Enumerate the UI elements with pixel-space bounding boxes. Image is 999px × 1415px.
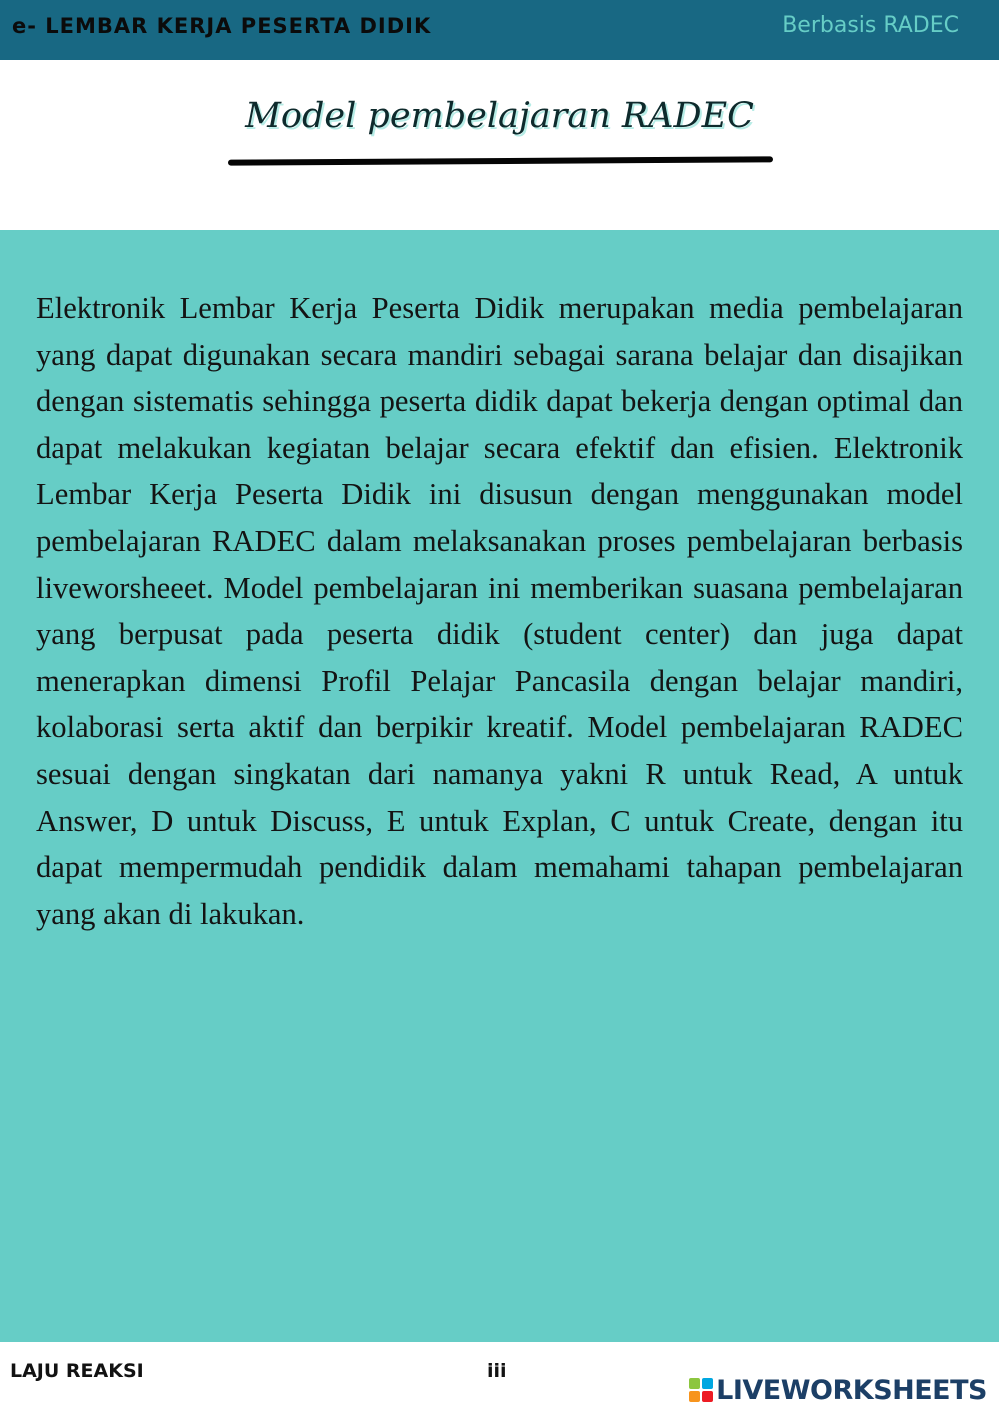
liveworksheets-logo	[689, 1374, 987, 1406]
brand-name: LIVEWORKSHEETS	[716, 1374, 987, 1406]
body-paragraph: Elektronik Lembar Kerja Peserta Didik merupakan media pembelajaran yang dapat digunakan secara mandiri sebagai sarana belajar dan disajikan dengan sistematis sehingga peserta didik dapat bekerja dengan optimal dan dapat melakukan kegiatan belajar secara efektif dan efisien. Elektronik Lembar Kerja Peserta Didik ini disusun dengan menggunakan model pembelajaran RADEC dalam melaksanakan proses pembelajaran berbasis liveworsheeet. Model pembelajaran ini memberikan suasana pembelajaran yang berpusat pada peserta didik (student center) dan juga dapat menerapkan dimensi Profil Pelajar Pancasila dengan belajar mandiri, kolaborasi serta aktif dan berpikir kreatif. Model pembelajaran RADEC sesuai dengan singkatan dari namanya yakni R untuk Read, A untuk Answer, D untuk Discuss, E untuk Explan, C untuk Create, dengan itu dapat mempermudah pendidik dalam memahami tahapan pembelajaran yang akan di lakukan.	[36, 291, 963, 931]
header-subtitle: Berbasis RADEC	[782, 13, 959, 38]
liveworksheets-logo-icon	[689, 1378, 713, 1402]
logo-square-orange	[689, 1391, 700, 1402]
logo-square-blue	[702, 1378, 713, 1389]
logo-square-green	[689, 1378, 700, 1389]
footer-topic-label: LAJU REAKSI	[10, 1360, 144, 1382]
page-number: iii	[487, 1360, 507, 1382]
logo-square-red	[702, 1391, 713, 1402]
title-underline	[228, 156, 773, 165]
header-bar	[0, 0, 999, 60]
page-title: Model pembelajaran RADEC	[245, 96, 754, 136]
header-document-title: e- LEMBAR KERJA PESERTA DIDIK	[12, 14, 432, 38]
